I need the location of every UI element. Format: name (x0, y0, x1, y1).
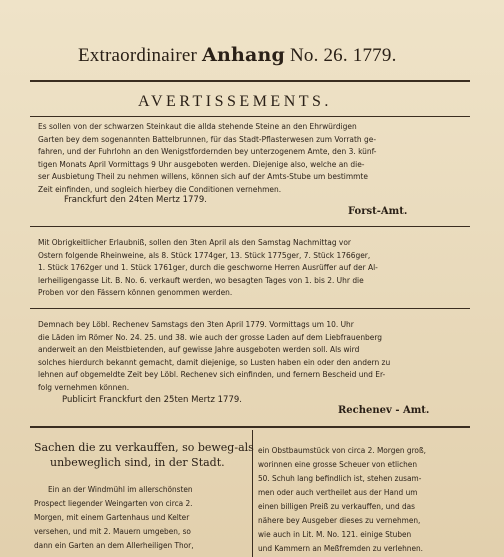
right-column (258, 443, 472, 555)
column-title: unbeweglich sind, in der Stadt. (50, 456, 225, 469)
notice-1 (38, 120, 478, 195)
notice-3-line: folg vernehmen können. (38, 381, 130, 392)
notice-2-line: Mit Obrigkeitlicher Erlaubniß, sollen den 3ten April als den Samstag Nachmittag vor (38, 237, 351, 247)
notice-3-line: anderweit an den Meistbietenden, auf gewisse Jahre ausgeboten werden soll. Als wird (38, 344, 360, 354)
masthead (78, 44, 397, 67)
right-column-line: ein Obstbaumstück von circa 2. Morgen groß, (258, 445, 426, 455)
notice-2 (38, 236, 478, 299)
notice-rule (30, 226, 470, 227)
heading-rule (30, 116, 470, 117)
notice-1-line: Es sollen von der schwarzen Steinkaut die allda stehende Steine an den Ehrwürdigen (38, 121, 357, 131)
notice-1-line: ser Ausbietung Theil zu nehmen willens, können sich auf der Amts-Stube um bestimmte (38, 171, 368, 181)
notice-1-line: tigen Monats April Vormittags 9 Uhr ausgeboten werden. Diejenige also, welche an die- (38, 158, 365, 169)
right-column-line: einen billigen Preiß zu verkauffen, und das (258, 501, 416, 511)
right-column-line: wie auch in Lit. M. No. 121. einige Stuben (258, 529, 412, 539)
notice-2-line: lerheiligengasse Lit. B. No. 6. verkauft werden, wo besagten Tages von 1. bis 2. Uhr die (38, 274, 364, 285)
right-column-line: worinnen eine grosse Scheuer von etlichen (258, 459, 417, 469)
notice-3 (38, 318, 478, 393)
masthead-suffix: No. 26. 1779. (289, 45, 397, 66)
column-title: Sachen die zu verkauffen, so beweg-als (34, 441, 254, 454)
left-column (34, 440, 254, 552)
left-column-line: Prospect liegender Weingarten von circa 2. (34, 498, 193, 508)
masthead-word: Anhang (202, 44, 285, 66)
notice-1-signature: Forst-Amt. (348, 206, 408, 217)
notice-3-line: lehnen auf obgemeldte Zeit bey Löbl. Rechenev sich einfinden, und fernern Bescheid und Er- (38, 369, 386, 379)
notice-2-line: Ostern folgende Rheinweine, als 8. Stück 1774ger, 13. Stück 1775ger, 7. Stück 1766ger, (38, 249, 371, 260)
notice-3-line: Demnach bey Löbl. Rechenev Samstags den 3ten April 1779. Vormittags um 10. Uhr (38, 319, 354, 329)
notice-1-line: Zeit einfinden, und sogleich hierbey die Conditionen vernehmen. (38, 183, 282, 194)
notice-2-line: Proben vor den Fässern können genommen werden. (38, 287, 233, 297)
masthead-rule (30, 80, 470, 82)
left-column-line: versehen, und mit 2. Mauern umgeben, so (34, 526, 191, 536)
section-heading: AVERTISSEMENTS. (138, 93, 332, 110)
section-rule (30, 426, 470, 428)
left-column-line: Ein an der Windmühl im allerschönsten (48, 484, 193, 494)
notice-1-dateline: Franckfurt den 24ten Mertz 1779. (64, 195, 207, 205)
notice-3-signature: Rechenev - Amt. (338, 405, 430, 416)
left-column-line: dann ein Garten an dem Allerheiligen Thor, (34, 540, 194, 550)
notice-1-line: Garten bey dem sogenannten Battelbrunnen, für das Stadt-Pflasterwesen zum Vorrath ge- (38, 133, 377, 144)
right-column-line: nähere bey Ausgeber dieses zu vernehmen, (258, 515, 421, 525)
notice-2-line: 1. Stück 1762ger und 1. Stück 1761ger, durch die geschworne Herren Ausrüffer auf der Al- (38, 262, 378, 272)
notice-1-line: fahren, und der Fuhrlohn an den Wenigstfordernden bey unterzogenem Amte, den 3. künf- (38, 146, 377, 156)
notice-3-line: solches hierdurch bekannt gemacht, damit diejenige, so Lusten haben ein oder den andern zu (38, 356, 391, 367)
right-column-line: und Kammern an Meßfremden zu verlehnen. (258, 543, 424, 553)
notice-3-line: die Läden im Römer No. 24. 25. und 38. wie auch der grosse Laden auf dem Liebfrauenberg (38, 331, 383, 342)
notice-3-dateline: Publicirt Franckfurt den 25ten Mertz 1779. (62, 395, 242, 405)
left-column-line: Morgen, mit einem Gartenhaus und Kelter (34, 512, 190, 522)
notice-rule (30, 308, 470, 309)
right-column-line: men oder auch vertheilet aus der Hand um (258, 487, 418, 497)
right-column-line: 50. Schuh lang befindlich ist, stehen zusam- (258, 473, 422, 483)
masthead-prefix: Extraordinairer (78, 45, 198, 66)
